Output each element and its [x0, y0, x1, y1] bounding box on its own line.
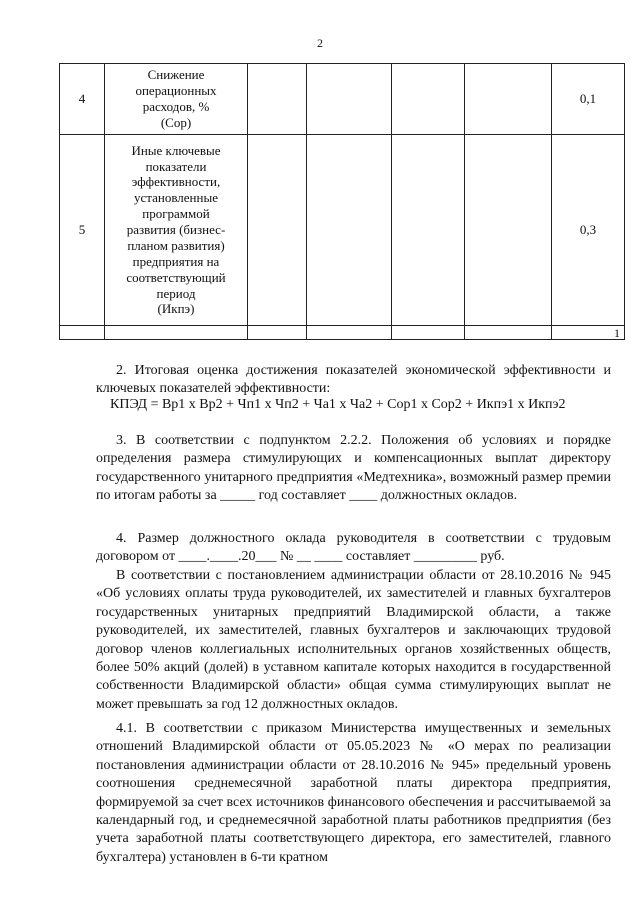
weight-cell: 0,1 — [552, 64, 625, 135]
empty-cell — [392, 326, 465, 340]
total-weight: 1 — [552, 326, 625, 340]
indicator-name-line: предприятия на — [132, 253, 220, 269]
empty-cell — [307, 326, 392, 340]
kpi-table — [59, 63, 625, 340]
page-number: 2 — [317, 36, 323, 50]
empty-cell — [248, 326, 307, 340]
empty-cell — [248, 135, 307, 326]
indicator-name-line: установленные — [134, 190, 218, 206]
empty-cell — [105, 326, 248, 340]
section-4-decree-paragraph — [96, 567, 611, 714]
empty-cell — [60, 326, 105, 340]
section-4-paragraph — [96, 530, 611, 567]
empty-cell — [307, 64, 392, 135]
indicator-name-line: развития (бизнес- — [126, 222, 226, 238]
indicator-name-line: период — [156, 285, 196, 301]
indicator-name-line: (Икпэ) — [157, 301, 195, 317]
indicator-name — [105, 135, 248, 326]
empty-cell — [307, 135, 392, 326]
row-number: 5 — [60, 135, 105, 326]
indicator-name-line: Снижение — [147, 67, 205, 83]
section-2-text: 2. Итоговая оценка достижения показателей экономической эффективности и ключевых показателей эффективности: — [96, 363, 611, 397]
indicator-name-line: операционных — [135, 83, 217, 99]
row-number: 4 — [60, 64, 105, 135]
table-row — [60, 135, 625, 326]
indicator-name — [105, 64, 248, 135]
indicator-name-line: эффективности, — [131, 174, 221, 190]
indicator-name-line: планом развития) — [127, 237, 225, 253]
empty-cell — [392, 64, 465, 135]
section-2-paragraph — [96, 362, 611, 399]
section-4-text: 4. Размер должностного оклада руководителя в соответствии с трудовым договором от ____.____.20___ № __ ____ составляет _________ руб. — [96, 531, 611, 565]
indicator-name-line: показатели — [145, 158, 207, 174]
indicator-name-line: соответствующий — [126, 269, 226, 285]
indicator-name-line: Иные ключевые — [131, 142, 221, 158]
indicator-name-line: программой — [142, 206, 210, 222]
weight-cell: 0,3 — [552, 135, 625, 326]
total-row — [60, 326, 625, 340]
empty-cell — [248, 64, 307, 135]
indicator-name-line: расходов, % — [142, 99, 210, 114]
section-3-text: 3. В соответствии с подпунктом 2.2.2. Положения об условиях и порядке определения размера стимулирующих и компенсационных выплат директору государственного унитарного предприятия «Медтехника», возможный размер премии по итогам работы за _____ год составляет ____ должностных окладов. — [96, 433, 611, 504]
kped-formula: КПЭД = Вр1 x Вр2 + Чп1 x Чп2 + Ча1 x Ча2 + Сор1 x Сор2 + Икпэ1 x Икпэ2 — [110, 397, 566, 412]
section-4-decree-text: В соответствии с постановлением администрации области от 28.10.2016 № 945 «Об условиях оплаты труда руководителей, их заместителей и главных бухгалтеров государственных унитарных предприятий Владимирской области, а также руководителей, их заместителей, главных бухгалтеров и заключающих трудовой договор членов коллегиальных исполнительных органов хозяйственных обществ, более 50% акций (долей) в уставном капитале которых находится в государственной собственности Владимирской области» общая сумма стимулирующих выплат не может превышать за год 12 должностных окладов. — [96, 568, 611, 712]
section-4-1-paragraph — [96, 720, 611, 867]
empty-cell — [465, 64, 552, 135]
indicator-name-line: (Сор) — [160, 114, 192, 130]
section-3-paragraph — [96, 432, 611, 506]
empty-cell — [465, 135, 552, 326]
empty-cell — [392, 135, 465, 326]
section-4-1-text: 4.1. В соответствии с приказом Министерства имущественных и земельных отношений Владимирской области от 05.05.2023 № «О мерах по реализации постановления администрации области от 28.10.2016 № 945» предельный уровень соотношения среднемесячной заработной платы директора предприятия, формируемой за счет всех источников финансового обеспечения и рассчитываемой за календарный год, и среднемесячной заработной платы работников предприятия (без учета заработной платы соответствующего директора, его заместителей, главного бухгалтера) установлен в 6-ти кратном — [96, 721, 611, 865]
empty-cell — [465, 326, 552, 340]
table-row — [60, 64, 625, 135]
